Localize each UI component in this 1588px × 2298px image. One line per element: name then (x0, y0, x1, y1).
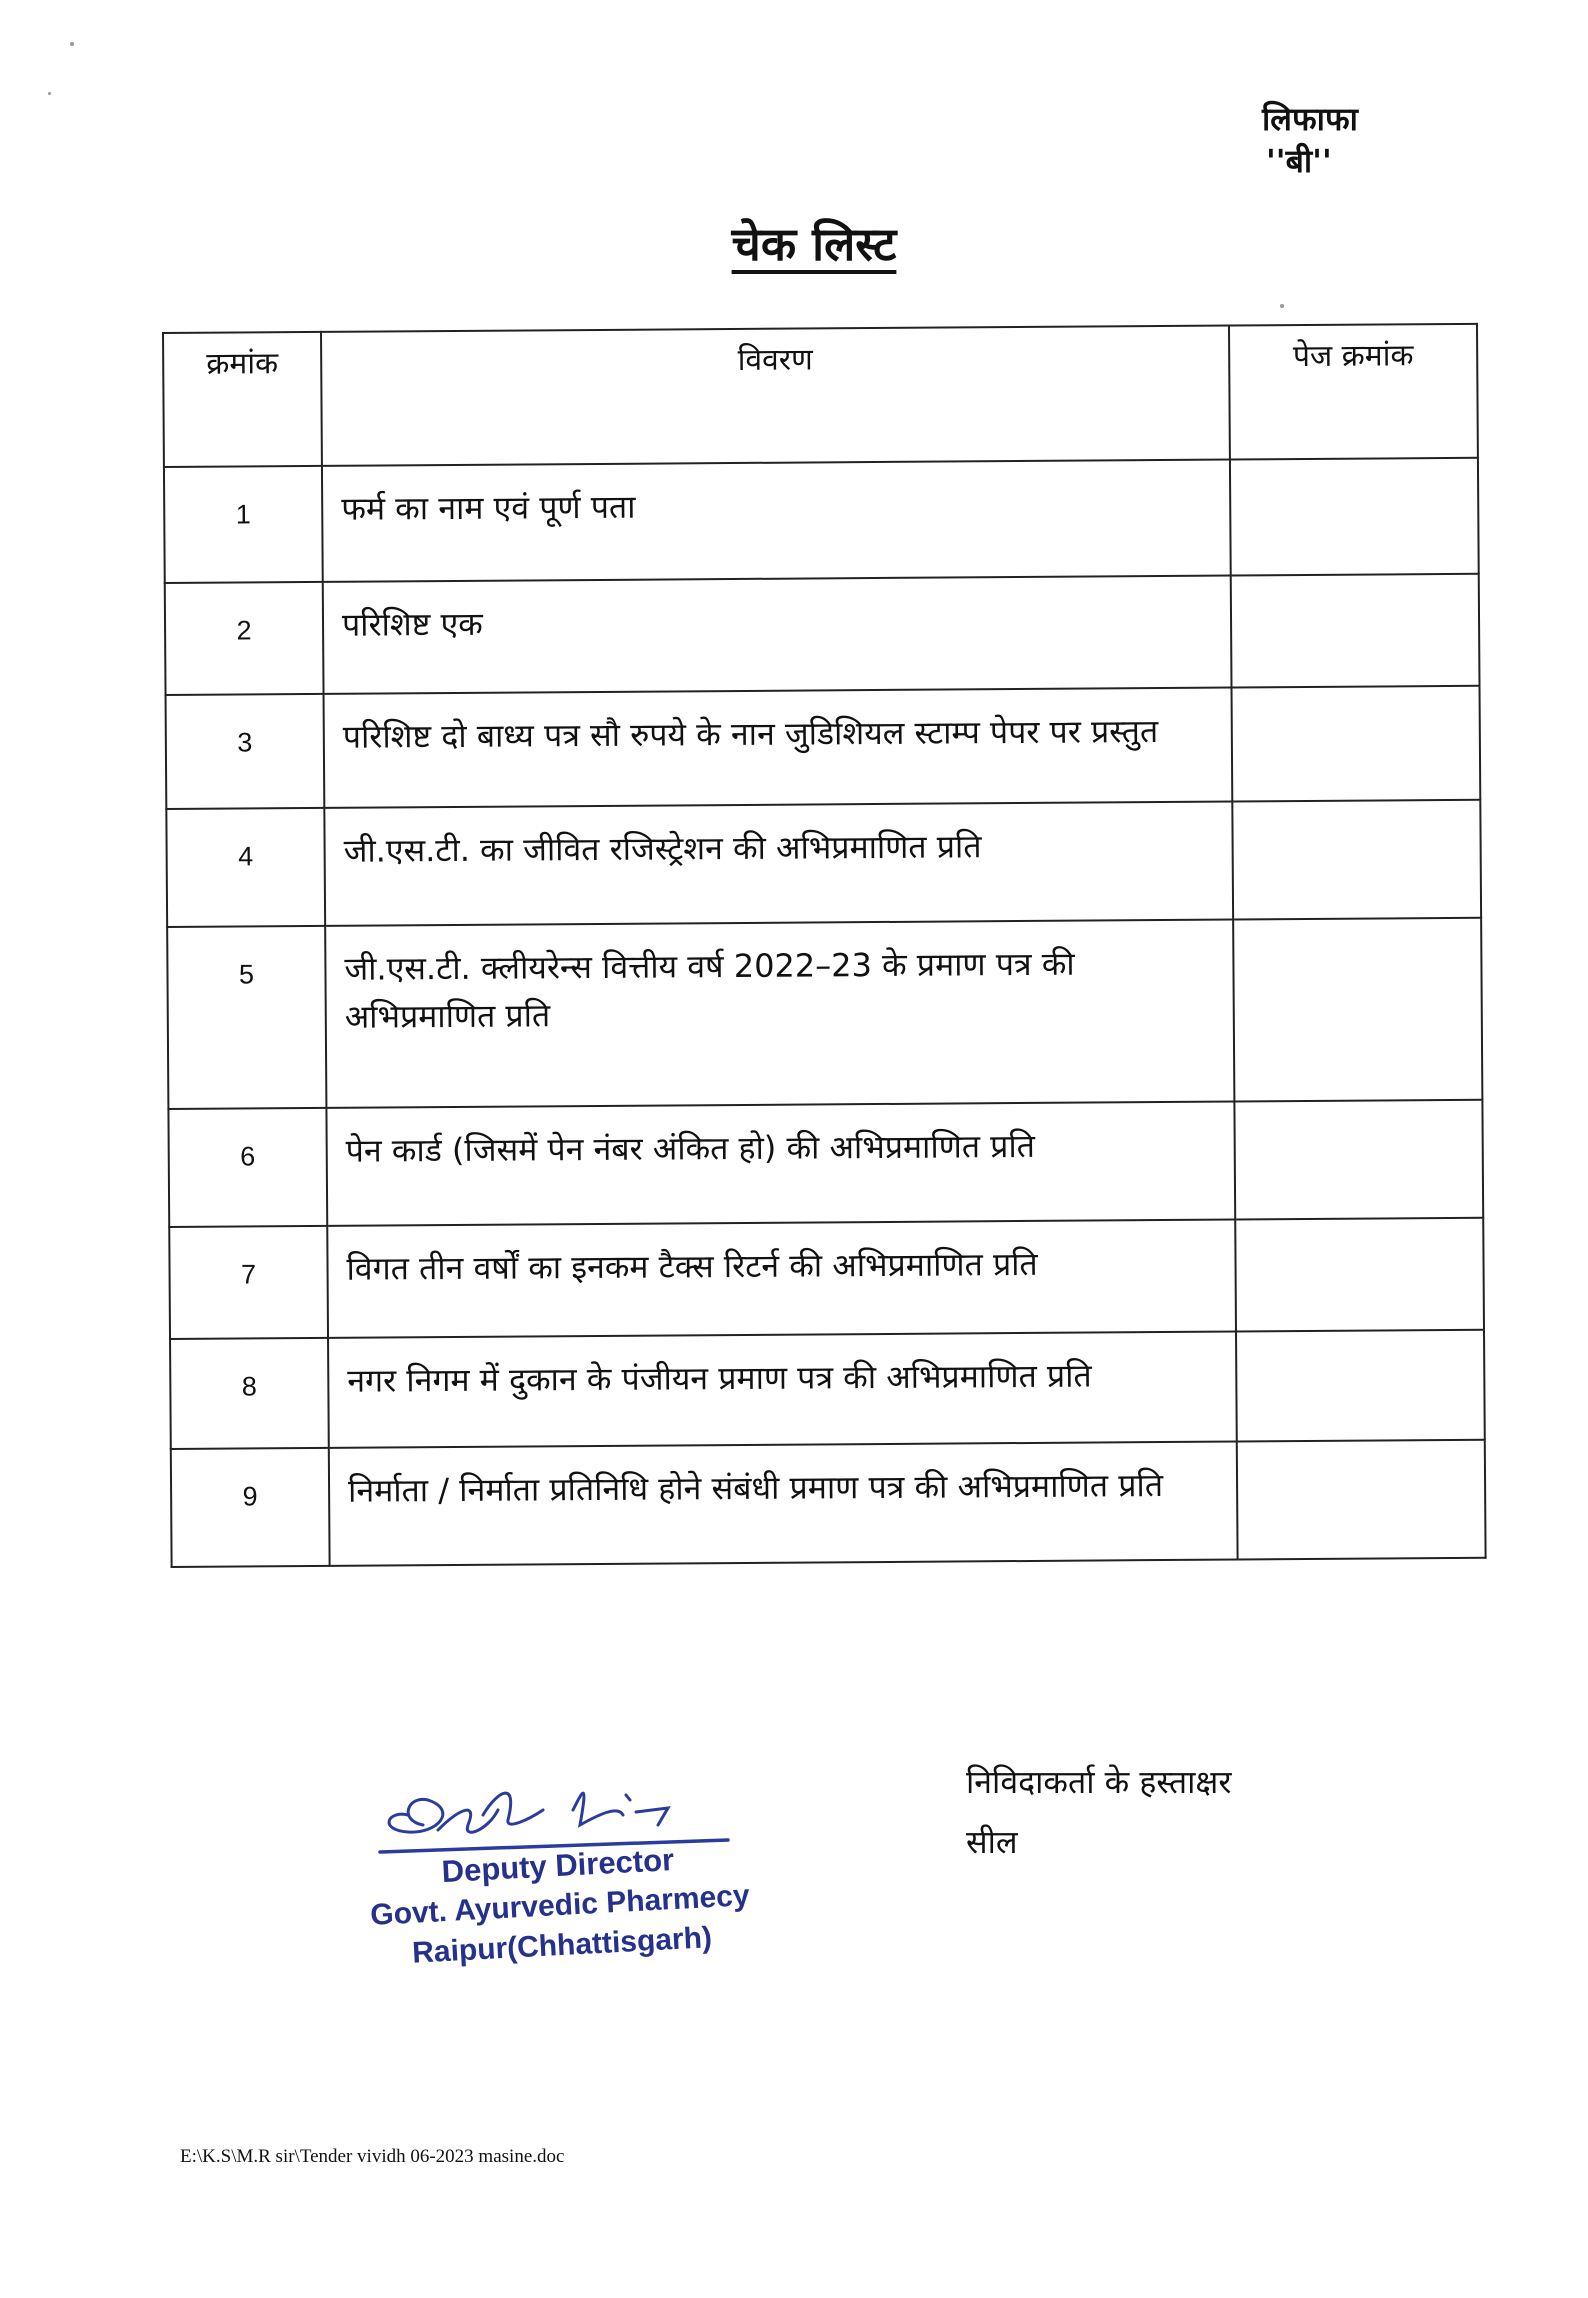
signature-label: निविदाकर्ता के हस्ताक्षर (966, 1763, 1232, 1801)
page-title: चेक लिस्ट (731, 217, 897, 271)
table-row (168, 1100, 1483, 1227)
seal-label: सील (966, 1823, 1018, 1861)
scan-speck (48, 92, 51, 95)
row-serial: 6 (168, 1108, 327, 1227)
row-page-cell (1235, 1218, 1484, 1332)
row-description: निर्माता / निर्माता प्रतिनिधि होने संबंधी प्रमाण पत्र की अभिप्रमाणित प्रति (329, 1442, 1238, 1566)
table-row (169, 1218, 1484, 1339)
row-description: परिशिष्ट दो बाध्य पत्र सौ रुपये के नान जुडिशियल स्टाम्प पेपर पर प्रस्तुत (324, 688, 1233, 808)
row-page-cell (1232, 800, 1481, 920)
table-row (166, 800, 1481, 927)
table-row (166, 686, 1481, 809)
table-row (171, 1440, 1486, 1567)
row-serial: 7 (169, 1226, 328, 1339)
row-page-cell (1232, 686, 1481, 802)
table-row (164, 458, 1479, 583)
scan-speck (1280, 304, 1284, 308)
stamp-designation: Deputy Director (440, 1841, 675, 1890)
stamp-office: Govt. Ayurvedic Pharmecy (369, 1879, 751, 1932)
table-header-row (163, 324, 1478, 467)
row-serial: 3 (166, 694, 325, 809)
row-serial: 5 (167, 926, 326, 1109)
row-description: नगर निगम में दुकान के पंजीयन प्रमाण पत्र की अभिप्रमाणित प्रति (328, 1332, 1237, 1448)
official-stamp (357, 1836, 763, 1977)
file-path-footer: E:\K.S\M.R sir\Tender vividh 06-2023 masine.doc (180, 2146, 565, 2167)
row-serial: 1 (164, 466, 323, 583)
header-page-number: पेज क्रमांक (1229, 324, 1478, 460)
envelope-label (1262, 98, 1358, 182)
envelope-label-text: लिफाफा (1262, 100, 1358, 138)
row-serial: 8 (170, 1338, 329, 1449)
row-description: जी.एस.टी. क्लीयरेन्स वित्तीय वर्ष 2022–23 के प्रमाण पत्र की अभिप्रमाणित प्रति (325, 920, 1234, 1108)
row-page-cell (1237, 1440, 1486, 1560)
row-page-cell (1231, 574, 1480, 688)
checklist-table (162, 323, 1487, 1568)
table-row (170, 1330, 1485, 1449)
row-serial: 4 (166, 808, 325, 927)
envelope-tag: ''बी'' (1266, 142, 1332, 180)
row-page-cell (1234, 1100, 1483, 1220)
row-description: जी.एस.टी. का जीवित रजिस्ट्रेशन की अभिप्रमाणित प्रति (324, 802, 1233, 926)
row-description: फर्म का नाम एवं पूर्ण पता (322, 460, 1231, 582)
stamp-location: Raipur(Chhattisgarh) (411, 1921, 713, 1970)
row-serial: 9 (171, 1448, 330, 1567)
row-description: विगत तीन वर्षों का इनकम टैक्स रिटर्न की अभिप्रमाणित प्रति (327, 1220, 1236, 1338)
row-page-cell (1236, 1330, 1485, 1442)
row-description: पेन कार्ड (जिसमें पेन नंबर अंकित हो) की अभिप्रमाणित प्रति (326, 1102, 1235, 1226)
header-serial: क्रमांक (163, 332, 322, 467)
signature-block (966, 1752, 1231, 1872)
table-row (167, 918, 1482, 1109)
row-page-cell (1233, 918, 1482, 1102)
row-serial: 2 (165, 582, 324, 695)
row-page-cell (1230, 458, 1479, 576)
table-row (165, 574, 1480, 695)
row-description: परिशिष्ट एक (323, 576, 1232, 694)
scan-speck (70, 42, 74, 46)
header-description: विवरण (321, 326, 1230, 466)
